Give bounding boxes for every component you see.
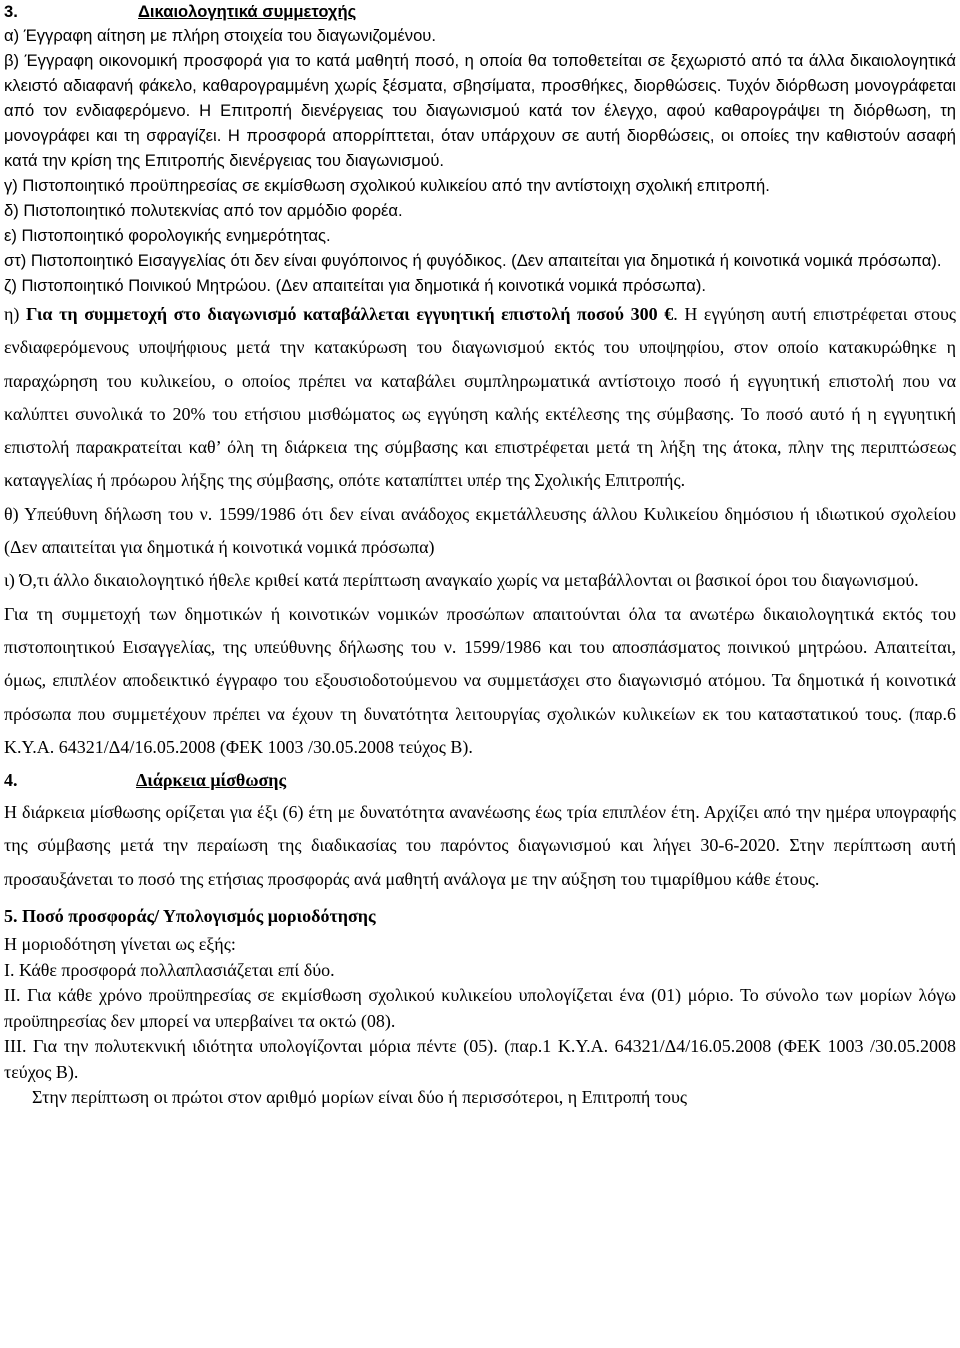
item-st: στ) Πιστοποιητικό Εισαγγελίας ότι δεν είναι φυγόποινος ή φυγόδικος. (Δεν απαιτείται για δημοτικά ή κοινοτικά νομικά πρόσωπα). — [4, 251, 942, 270]
item-h-rest: . Η εγγύηση αυτή επιστρέφεται στους ενδιαφερόμενους υποψήφιους μετά την κατακύρωση του διαγωνισμού εκτός του υποψηφίου, στον οποίο κατακυρώθηκε η παραχώρηση του κυλικείου, ο οποίος πρέπει να καταβάλει συμπληρωματικά αντίστοιχο ποσό ή εγγυητική επιστολή που να καλύπτει συνολικά το 20% του ετήσιου μισθώματος ως εγγύηση καλής εκτέλεσης της σύμβασης. Το ποσό αυτό ή η εγγυητική επιστολή παρακρατείται καθ’ όλη τη διάρκεια της σύμβασης και επιστρέφεται μετά τη λήξη της άτοκα, πλην της περιπτώσεως καταγγελίας ή πρόωρου λήξης της σύμβασης, οπότε καταπίπτει υπέρ της Σχολικής Επιτροπής. — [4, 304, 956, 491]
item-d: δ) Πιστοποιητικό πολυτεκνίας από τον αρμόδιο φορέα. — [4, 201, 403, 220]
item-e: ε) Πιστοποιητικό φορολογικής ενημερότητας. — [4, 226, 331, 245]
item-th: θ) Υπεύθυνη δήλωση του ν. 1599/1986 ότι δεν είναι ανάδοχος εκμετάλλευσης άλλου Κυλικείου δημόσιου ή ιδιωτικού σχολείου (Δεν απαιτείται για δημοτικά ή κοινοτικά νομικά πρόσωπα) — [4, 503, 956, 558]
item-c: γ) Πιστοποιητικό προϋπηρεσίας σε εκμίσθωση σχολικού κυλικείου από την αντίστοιχη σχολική επιτροπή. — [4, 176, 770, 195]
item-h-prefix: η) — [4, 304, 27, 324]
section-3-number: 3. — [4, 2, 18, 21]
item-z: ζ) Πιστοποιητικό Ποινικού Μητρώου. (Δεν απαιτείται για δημοτικά ή κοινοτικά νομικά πρόσωπα). — [4, 276, 706, 295]
section-4-body: Η διάρκεια μίσθωσης ορίζεται για έξι (6) έτη με δυνατότητα ανανέωσης έως τρία επιπλέον έτη. Αρχίζει από την ημέρα υπογραφής της σύμβασης μετά την περαίωση της διαδικασίας του παρόντος διαγωνισμού και λήγει 30-6-2020. Στην περίπτωση αυτή προσαυξάνεται το ποσό της ετήσιας προσφοράς ανά μαθητή ανάλογα με την αύξηση του τιμαρίθμου κάθε έτους. — [4, 802, 956, 889]
section-5-tie-rule: Στην περίπτωση οι πρώτοι στον αριθμό μορίων είναι δύο ή περισσότεροι, η Επιτροπή τους — [32, 1087, 688, 1108]
item-h-bold: Για τη συμμετοχή στο διαγωνισμό καταβάλλεται εγγυητική επιστολή ποσού 300 € — [26, 304, 674, 324]
section-5-item-2: ΙΙ. Για κάθε χρόνο προϋπηρεσίας σε εκμίσθωση σχολικού κυλικείου υπολογίζεται ένα (01) μόριο. Το σύνολο των μορίων λόγω προϋπηρεσίας δεν μπορεί να υπερβαίνει τα οκτώ (08). — [4, 985, 956, 1031]
section-4-heading — [4, 764, 956, 796]
section-4-title: Διάρκεια μίσθωσης — [136, 770, 287, 791]
item-i: ι) Ό,τι άλλο δικαιολογητικό ήθελε κριθεί κατά περίπτωση αναγκαίο χωρίς να μεταβάλλονται οι βασικοί όροι του διαγωνισμού. — [4, 570, 919, 591]
section-3-heading — [4, 0, 956, 23]
section-5-item-1: Ι. Κάθε προσφορά πολλαπλασιάζεται επί δύο. — [4, 959, 335, 980]
item-a: α) Έγγραφη αίτηση με πλήρη στοιχεία του διαγωνιζομένου. — [4, 26, 436, 45]
section-5-intro: Η μοριοδότηση γίνεται ως εξής: — [4, 934, 236, 955]
legal-entities-paragraph: Για τη συμμετοχή των δημοτικών ή κοινοτικών νομικών προσώπων απαιτούνται όλα τα ανωτέρω δικαιολογητικά εκτός του πιστοποιητικού Εισαγγελίας, της υπεύθυνης δήλωσης του ν. 1599/1986 και του αποσπάσματος ποινικού μητρώου. Απαιτείται, όμως, επιπλέον αποδεικτικό έγγραφο του εξουσιοδοτούμενου να συμμετάσχει στο διαγωνισμό ατόμου. Τα δημοτικά ή κοινοτικά πρόσωπα που συμμετέχουν πρέπει να έχουν τη δυνατότητα λειτουργίας σχολικών κυλικείων εκ του καταστατικού τους. (παρ.6 Κ.Υ.Α. 64321/Δ4/16.05.2008 (ΦΕΚ 1003 /30.05.2008 τεύχος Β). — [4, 603, 956, 757]
section-5-item-3: ΙΙΙ. Για την πολυτεκνική ιδιότητα υπολογίζονται μόρια πέντε (05). (παρ.1 Κ.Υ.Α. 64321/Δ4/16.05.2008 (ΦΕΚ 1003 /30.05.2008 τεύχος Β). — [4, 1036, 956, 1082]
item-b: β) Έγγραφη οικονομική προσφορά για το κατά μαθητή ποσό, η οποία θα τοποθετείται σε ξεχωριστό από τα άλλα δικαιολογητικά κλειστό αδιαφανή φάκελο, καθαρογραμμένη χωρίς ξέσματα, σβησίματα, προσθήκες, διορθώσεις. Τυχόν διόρθωση μονογράφεται από τον ενδιαφερόμενο. Η Επιτροπή διενέργειας του διαγωνισμού κατά τον έλεγχο, αφού καθαρογράψει τη διόρθωση, τη μονογράφει και τη σφραγίζει. Η προσφορά απορρίπτεται, όταν υπάρχουν σε αυτή διορθώσεις, οι οποίες την καθιστούν ασαφή κατά την κρίση της Επιτροπής διενέργειας του διαγωνισμού. — [4, 51, 956, 170]
item-h — [4, 298, 956, 498]
section-5-heading: 5. Ποσό προσφοράς/ Υπολογισμός μοριοδότησης — [4, 906, 376, 927]
section-4-number: 4. — [4, 770, 18, 791]
document-page — [4, 0, 956, 1111]
section-3-title: Δικαιολογητικά συμμετοχής — [138, 2, 357, 21]
